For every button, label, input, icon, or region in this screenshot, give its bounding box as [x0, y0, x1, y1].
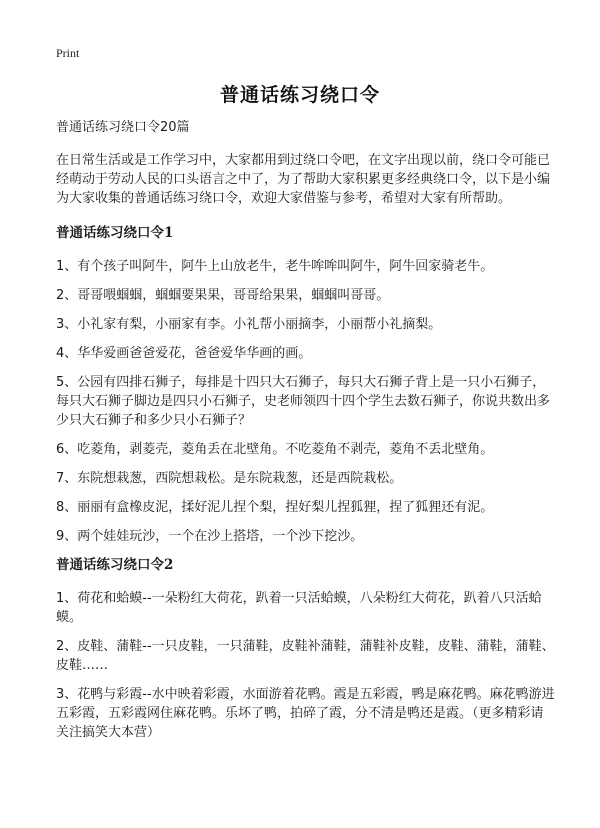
tongue-twister-item: 2、皮鞋、蒲鞋--一只皮鞋，一只蒲鞋，皮鞋补蒲鞋，蒲鞋补皮鞋，皮鞋、蒲鞋，蒲鞋、皮鞋……	[56, 639, 555, 673]
tongue-twister-item: 4、华华爱画爸爸爱花，爸爸爱华华画的画。	[56, 346, 312, 361]
document-subtitle: 普通话练习绕口令20篇	[56, 120, 190, 135]
tongue-twister-item: 6、吃菱角，剥菱壳，菱角丢在北壁角。不吃菱角不剥壳，菱角不丢北壁角。	[56, 442, 494, 457]
section-heading-1: 普通话练习绕口令1	[56, 225, 174, 241]
document-body	[56, 118, 556, 752]
tongue-twister-item: 1、荷花和蛤蟆--一朵粉红大荷花，趴着一只活蛤蟆，八朵粉红大荷花，趴着八只活蛤蟆。	[56, 591, 542, 625]
tongue-twister-item: 3、小礼家有梨，小丽家有李。小礼帮小丽摘李，小丽帮小礼摘梨。	[56, 317, 442, 332]
tongue-twister-item: 9、两个娃娃玩沙，一个在沙上搭塔，一个沙下挖沙。	[56, 529, 364, 544]
tongue-twister-item: 5、公园有四排石狮子，每排是十四只大石狮子，每只大石狮子背上是一只小石狮子，每只大石狮子脚边是四只小石狮子，史老师领四十四个学生去数石狮子，你说共数出多少只大石狮子和多少只小石狮子？	[56, 375, 551, 428]
tongue-twister-item: 8、丽丽有盒橡皮泥，揉好泥儿捏个梨，捏好梨儿捏狐狸，捏了狐狸还有泥。	[56, 500, 494, 515]
tongue-twister-item: 7、东院想栽葱，西院想栽松。是东院栽葱，还是西院栽松。	[56, 471, 403, 486]
tongue-twister-item: 1、有个孩子叫阿牛，阿牛上山放老牛，老牛哞哞叫阿牛，阿牛回家骑老牛。	[56, 259, 494, 274]
tongue-twister-item: 3、花鸭与彩霞--水中映着彩霞，水面游着花鸭。霞是五彩霞，鸭是麻花鸭。麻花鸭游进五彩霞，五彩霞网住麻花鸭。乐坏了鸭，拍碎了霞，分不清是鸭还是霞。（更多精彩请关注搞笑大本营）	[56, 687, 555, 740]
tongue-twister-item: 2、哥哥喂蝈蝈，蝈蝈要果果，哥哥给果果，蝈蝈叫哥哥。	[56, 288, 390, 303]
document-title: 普通话练习绕口令	[219, 84, 380, 106]
section-heading-2: 普通话练习绕口令2	[56, 557, 174, 573]
intro-paragraph: 在日常生活或是工作学习中，大家都用到过绕口令吧，在文字出现以前，绕口令可能已经萌动于劳动人民的口头语言之中了，为了帮助大家积累更多经典绕口令，以下是小编为大家收集的普通话练习绕口令，欢迎大家借鉴与参考，希望对大家有所帮助。	[56, 153, 551, 206]
print-label: Print	[56, 46, 80, 60]
